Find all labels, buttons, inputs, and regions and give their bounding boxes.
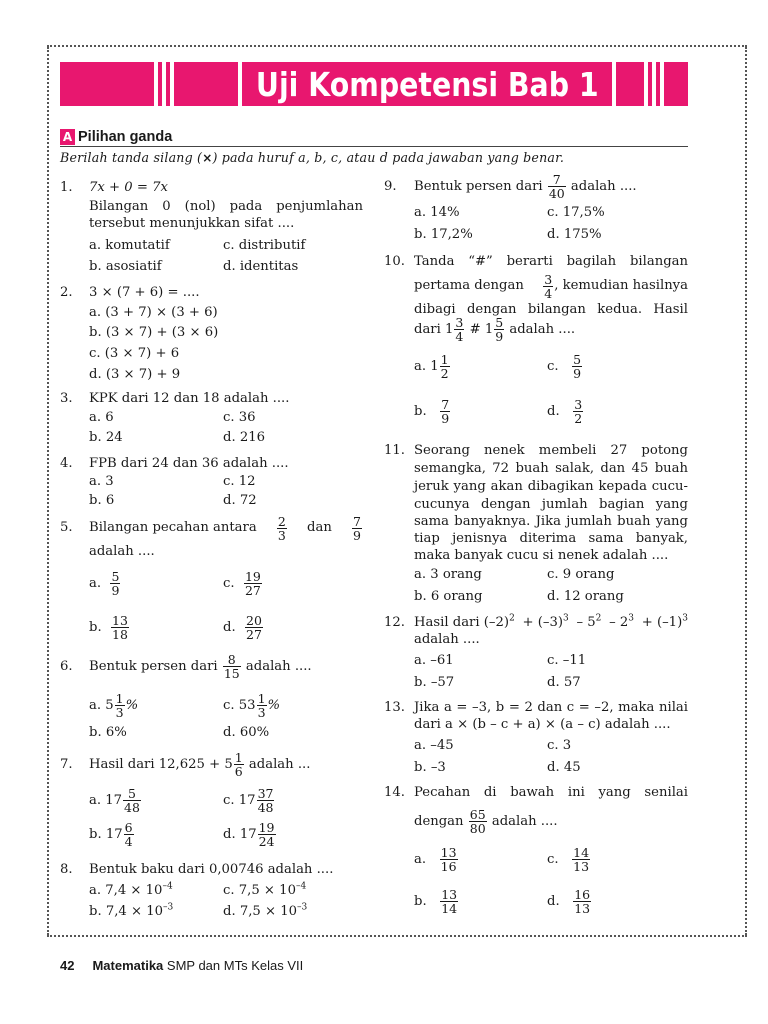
q10-option-a[interactable]: a. 1 $\frac{1}{2}$ [414, 352, 449, 381]
q9-text: Bentuk persen dari $\frac{7}{40}$ adalah .... [414, 172, 637, 201]
banner-title-box [238, 62, 616, 106]
q10-number: 10. [384, 254, 405, 269]
q8-option-a[interactable]: a. $7,4 \times 10^{-4}$ [89, 881, 173, 898]
q1-option-d[interactable]: d. identitas [223, 259, 299, 274]
q11-line: Seorang nenek membeli 27 potong [414, 443, 688, 458]
q2-number: 2. [60, 285, 73, 300]
q10-text4: dari 1 $\frac{3}{4}$ # 1 $\frac{5}{9}$ adalah .... [414, 315, 576, 344]
q1-text: Bilangan 0 (nol) pada penjumlahan [89, 199, 363, 214]
q4-option-b[interactable]: b. 6 [89, 493, 115, 508]
q4-option-a[interactable]: a. 3 [89, 474, 114, 489]
q8-option-d[interactable]: d. $7,5 \times 10^{-3}$ [223, 902, 308, 919]
q11-line: jeruk yang akan dibagikan kepada cucu- [414, 479, 688, 494]
banner-stripes-left [154, 62, 174, 106]
q13-number: 13. [384, 700, 405, 715]
q2-option-c[interactable]: c. (3 × 7) + 6 [89, 346, 180, 361]
book-subject: Matematika [92, 958, 164, 973]
q4-option-d[interactable]: d. 72 [223, 493, 257, 508]
q11-option-b[interactable]: b. 6 orang [414, 589, 483, 604]
page-number: 42 [60, 958, 75, 973]
instruction: Berilah tanda silang (×) pada huruf a, b, c, atau d pada jawaban yang benar. [60, 150, 565, 165]
q10-option-c[interactable]: c. $\frac{5}{9}$ [547, 352, 582, 381]
q8-number: 8. [60, 862, 73, 877]
q14-text2: dengan $\frac{65}{80}$ adalah .... [414, 807, 558, 836]
section-header [60, 126, 688, 147]
q10-text2: pertama dengan 3 4 , kemudian hasilnya [414, 271, 688, 301]
q10-text3: dibagi dengan bilangan kedua. Hasil [414, 302, 688, 317]
q2-option-a[interactable]: a. (3 + 7) × (3 + 6) [89, 305, 218, 320]
q9-number: 9. [384, 179, 397, 194]
q1-number: 1. [60, 180, 73, 195]
q11-line: cucunya dengan jumlah bagian yang [414, 497, 688, 512]
q3-option-d[interactable]: d. 216 [223, 430, 265, 445]
q12-option-b[interactable]: b. –57 [414, 675, 455, 690]
q9-option-c[interactable]: c. 17,5% [547, 205, 605, 220]
q5-tail: adalah .... [89, 544, 155, 559]
q6-option-b[interactable]: b. 6% [89, 725, 127, 740]
q8-option-c[interactable]: c. $7,5 \times 10^{-4}$ [223, 881, 307, 898]
q14-number: 14. [384, 785, 405, 800]
q10-text: Tanda “#” berarti bagilah bilangan [414, 254, 688, 269]
cross-symbol: × [202, 151, 213, 165]
q1-option-b[interactable]: b. asosiatif [89, 259, 162, 274]
q12-option-c[interactable]: c. –11 [547, 653, 587, 668]
q5-number: 5. [60, 520, 73, 535]
page-footer [60, 958, 303, 973]
q14-option-c[interactable]: c. $\frac{14}{13}$ [547, 845, 590, 874]
q3-number: 3. [60, 391, 73, 406]
q14-option-b[interactable]: b. $\frac{13}{14}$ [414, 887, 458, 916]
q1-text2: tersebut menunjukkan sifat .... [89, 216, 295, 231]
q3-option-a[interactable]: a. 6 [89, 410, 114, 425]
q5-text: Bilangan pecahan antara 2 3 dan 7 9 [89, 513, 361, 543]
q6-option-d[interactable]: d. 60% [223, 725, 270, 740]
q3-option-c[interactable]: c. 36 [223, 410, 256, 425]
q10-option-b[interactable]: b. $\frac{7}{9}$ [414, 397, 450, 426]
q11-line: maka banyak cucu si nenek adalah .... [414, 548, 669, 563]
q11-line: sama banyaknya. Jika jumlah buah yang [414, 514, 688, 529]
q12-option-a[interactable]: a. –61 [414, 653, 454, 668]
q11-line: semangka, 72 buah salak, dan 45 buah [414, 461, 688, 476]
q13-option-d[interactable]: d. 45 [547, 760, 581, 775]
q6-text: Bentuk persen dari $\frac{8}{15}$ adalah .... [89, 652, 312, 681]
q7-number: 7. [60, 757, 73, 772]
section-letter: A [60, 129, 75, 145]
q14-text: Pecahan di bawah ini yang senilai [414, 785, 688, 800]
q11-number: 11. [384, 443, 405, 458]
q6-number: 6. [60, 659, 73, 674]
q14-option-d[interactable]: d. $\frac{16}{13}$ [547, 887, 591, 916]
q11-line: tiap jenisnya diterima sama banyak, [414, 531, 688, 546]
q3-option-b[interactable]: b. 24 [89, 430, 123, 445]
q7-option-c[interactable]: c. 17 $\frac{37}{48}$ [223, 786, 274, 815]
q1-option-c[interactable]: c. distributif [223, 238, 306, 253]
q14-option-a[interactable]: a. $\frac{13}{16}$ [414, 845, 457, 874]
q2-option-d[interactable]: d. (3 × 7) + 9 [89, 367, 181, 382]
q3-text: KPK dari 12 dan 18 adalah .... [89, 391, 290, 406]
q9-option-d[interactable]: d. 175% [547, 227, 602, 242]
q12-text2: adalah .... [414, 632, 480, 647]
book-level: SMP dan MTs Kelas VII [166, 958, 304, 973]
q5-option-b[interactable]: b. $\frac{13}{18}$ [89, 613, 128, 642]
q6-option-a[interactable]: a. 5 $\frac{1}{3}$ % [89, 691, 139, 720]
q7-text: Hasil dari 12,625 + 5 $\frac{1}{6}$ adalah ... [89, 750, 311, 779]
q2-option-b[interactable]: b. (3 × 7) + (3 × 6) [89, 325, 219, 340]
q11-option-c[interactable]: c. 9 orang [547, 567, 615, 582]
section-title: Pilihan ganda [78, 128, 173, 145]
q2-text: 3 × (7 + 6) = .... [89, 285, 200, 300]
q1-equation: 7x + 0 = 7x [89, 180, 168, 195]
q7-option-d[interactable]: d. 17 $\frac{19}{24}$ [223, 820, 275, 849]
q13-text2: dari a × (b – c + a) × (a – c) adalah .... [414, 717, 671, 732]
q11-option-a[interactable]: a. 3 orang [414, 567, 482, 582]
q5-option-a[interactable]: a. $\frac{5}{9}$ [89, 569, 120, 598]
chapter-banner [60, 62, 688, 106]
q5-option-d[interactable]: d. $\frac{20}{27}$ [223, 613, 262, 642]
page-title: Uji Kompetensi Bab 1 [255, 64, 599, 104]
q12-option-d[interactable]: d. 57 [547, 675, 581, 690]
q13-option-c[interactable]: c. 3 [547, 738, 572, 753]
q6-option-c[interactable]: c. 53 $\frac{1}{3}$ % [223, 691, 281, 720]
q9-option-a[interactable]: a. 14% [414, 205, 460, 220]
q8-option-b[interactable]: b. $7,4 \times 10^{-3}$ [89, 902, 174, 919]
q8-text: Bentuk baku dari 0,00746 adalah .... [89, 862, 334, 877]
q4-text: FPB dari 24 dan 36 adalah .... [89, 456, 289, 471]
q7-option-a[interactable]: a. 17 $\frac{5}{48}$ [89, 786, 140, 815]
q4-number: 4. [60, 456, 73, 471]
banner-stripes-right [644, 62, 664, 106]
q13-option-b[interactable]: b. –3 [414, 760, 446, 775]
q4-option-c[interactable]: c. 12 [223, 474, 256, 489]
q13-text: Jika a = –3, b = 2 dan c = –2, maka nilai [414, 700, 688, 715]
q13-option-a[interactable]: a. –45 [414, 738, 454, 753]
q1-option-a[interactable]: a. komutatif [89, 238, 170, 253]
q12-number: 12. [384, 615, 405, 630]
q7-option-b[interactable]: b. 17 $\frac{6}{4}$ [89, 820, 133, 849]
q11-option-d[interactable]: d. 12 orang [547, 589, 624, 604]
q10-option-d[interactable]: d. $\frac{3}{2}$ [547, 397, 583, 426]
q5-option-c[interactable]: c. $\frac{19}{27}$ [223, 569, 261, 598]
q12-text: Hasil dari $(-2)^2$ + $(-3)^3$ – $5^2$ – $2^3$ + $(-1)^3$ [414, 613, 688, 630]
q9-option-b[interactable]: b. 17,2% [414, 227, 473, 242]
